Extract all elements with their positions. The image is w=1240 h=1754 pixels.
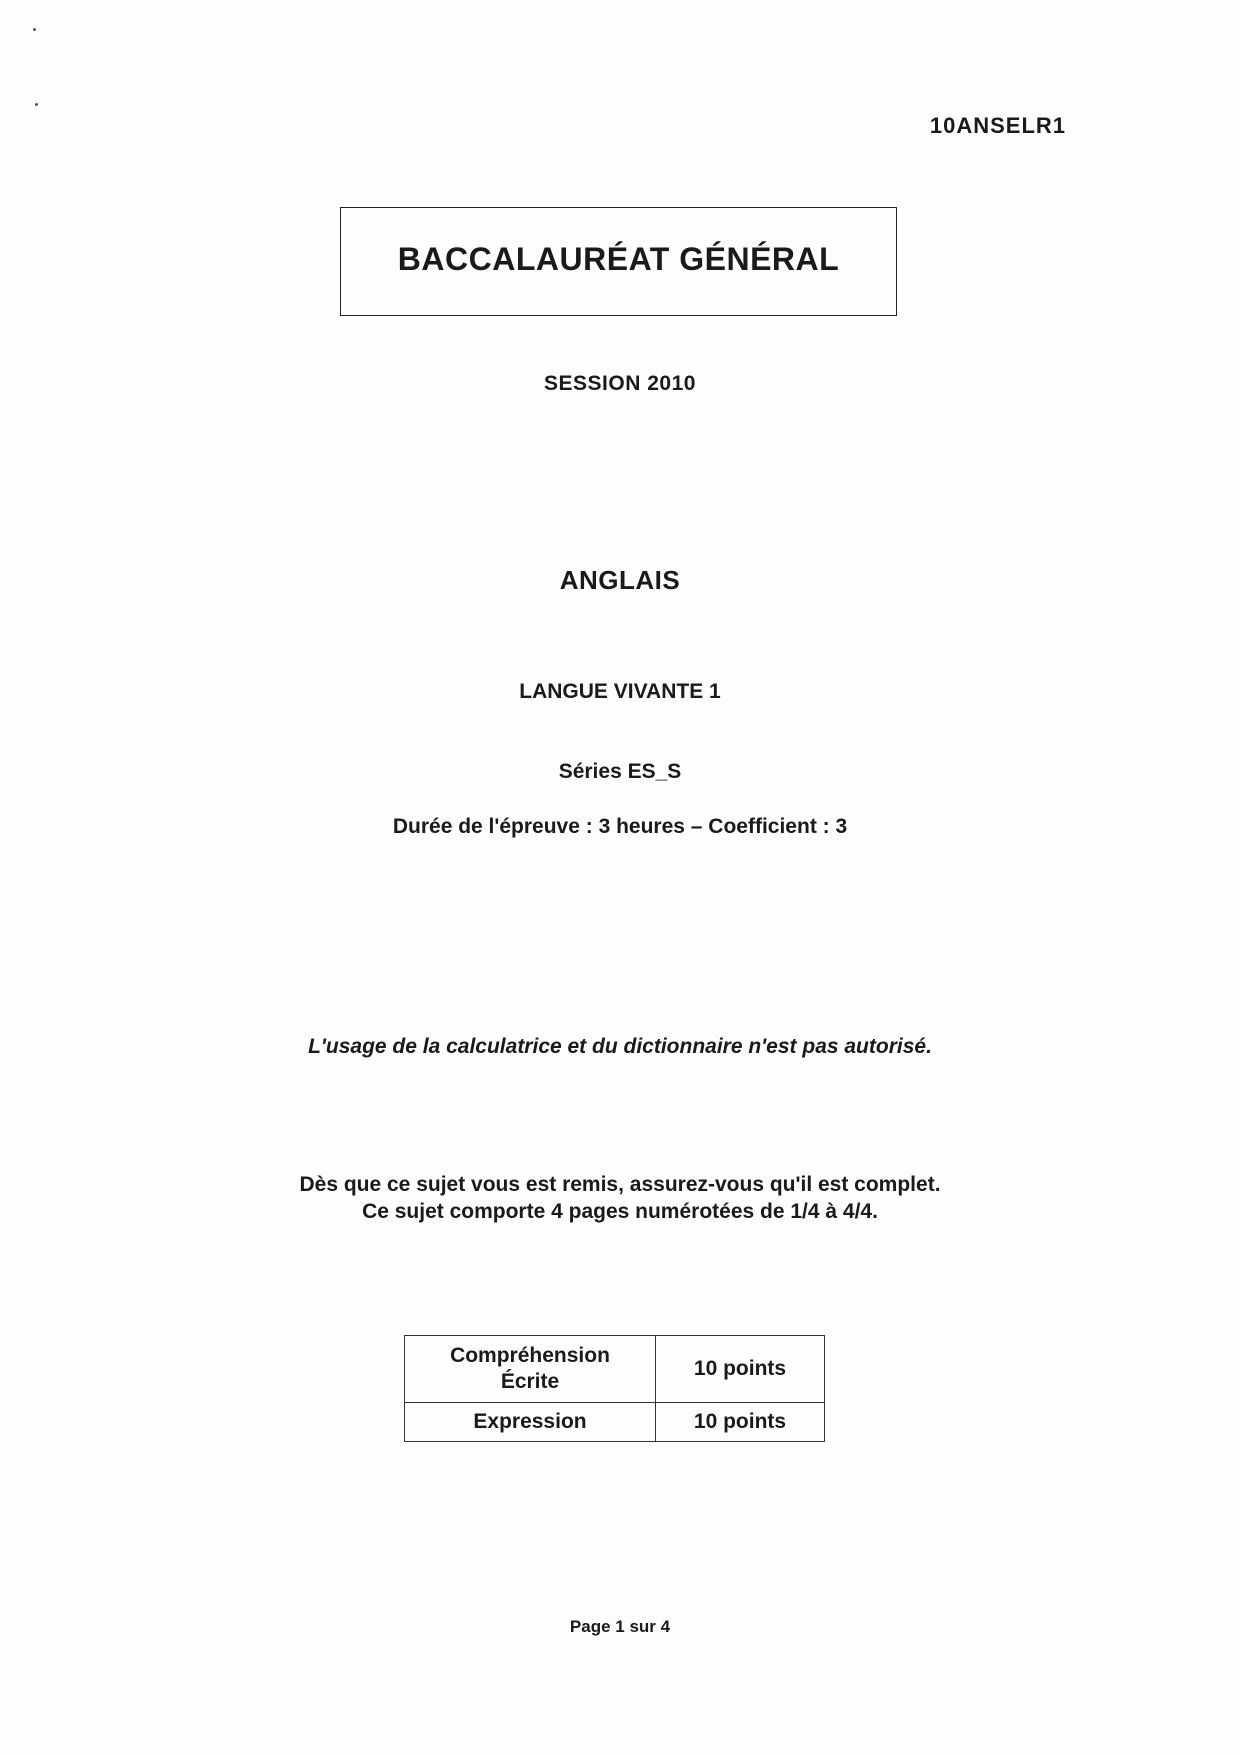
session-label: SESSION 2010 (544, 372, 696, 395)
table-cell-points: 10 points (656, 1403, 825, 1442)
subject-label: ANGLAIS (559, 565, 681, 595)
page-number: Page 1 sur 4 (569, 1617, 671, 1636)
usage-notice: L'usage de la calculatrice et du dictionnaire n'est pas autorisé. (308, 1035, 932, 1058)
scan-speck (33, 28, 36, 31)
langue-label: LANGUE VIVANTE 1 (519, 680, 721, 703)
table-row (405, 1403, 825, 1442)
table-cell-points: 10 points (656, 1336, 825, 1403)
table-cell-label (405, 1336, 656, 1403)
score-table (404, 1335, 825, 1442)
duration-label: Durée de l'épreuve : 3 heures – Coefficient : 3 (392, 815, 848, 838)
title-box (340, 207, 897, 316)
series-label: Séries ES_S (558, 760, 682, 783)
check-instruction-line-1: Dès que ce sujet vous est remis, assurez-vous qu'il est complet. (299, 1173, 941, 1196)
scan-speck (35, 103, 38, 106)
table-row (405, 1336, 825, 1403)
reference-code: 10ANSELR1 (929, 113, 1066, 138)
label-line: Compréhension (450, 1344, 610, 1367)
exam-title: BACCALAURÉAT GÉNÉRAL (397, 241, 840, 277)
label-line: Écrite (500, 1370, 560, 1393)
table-cell-label: Expression (405, 1403, 656, 1442)
check-instruction-line-2: Ce sujet comporte 4 pages numérotées de 1/4 à 4/4. (362, 1200, 878, 1223)
